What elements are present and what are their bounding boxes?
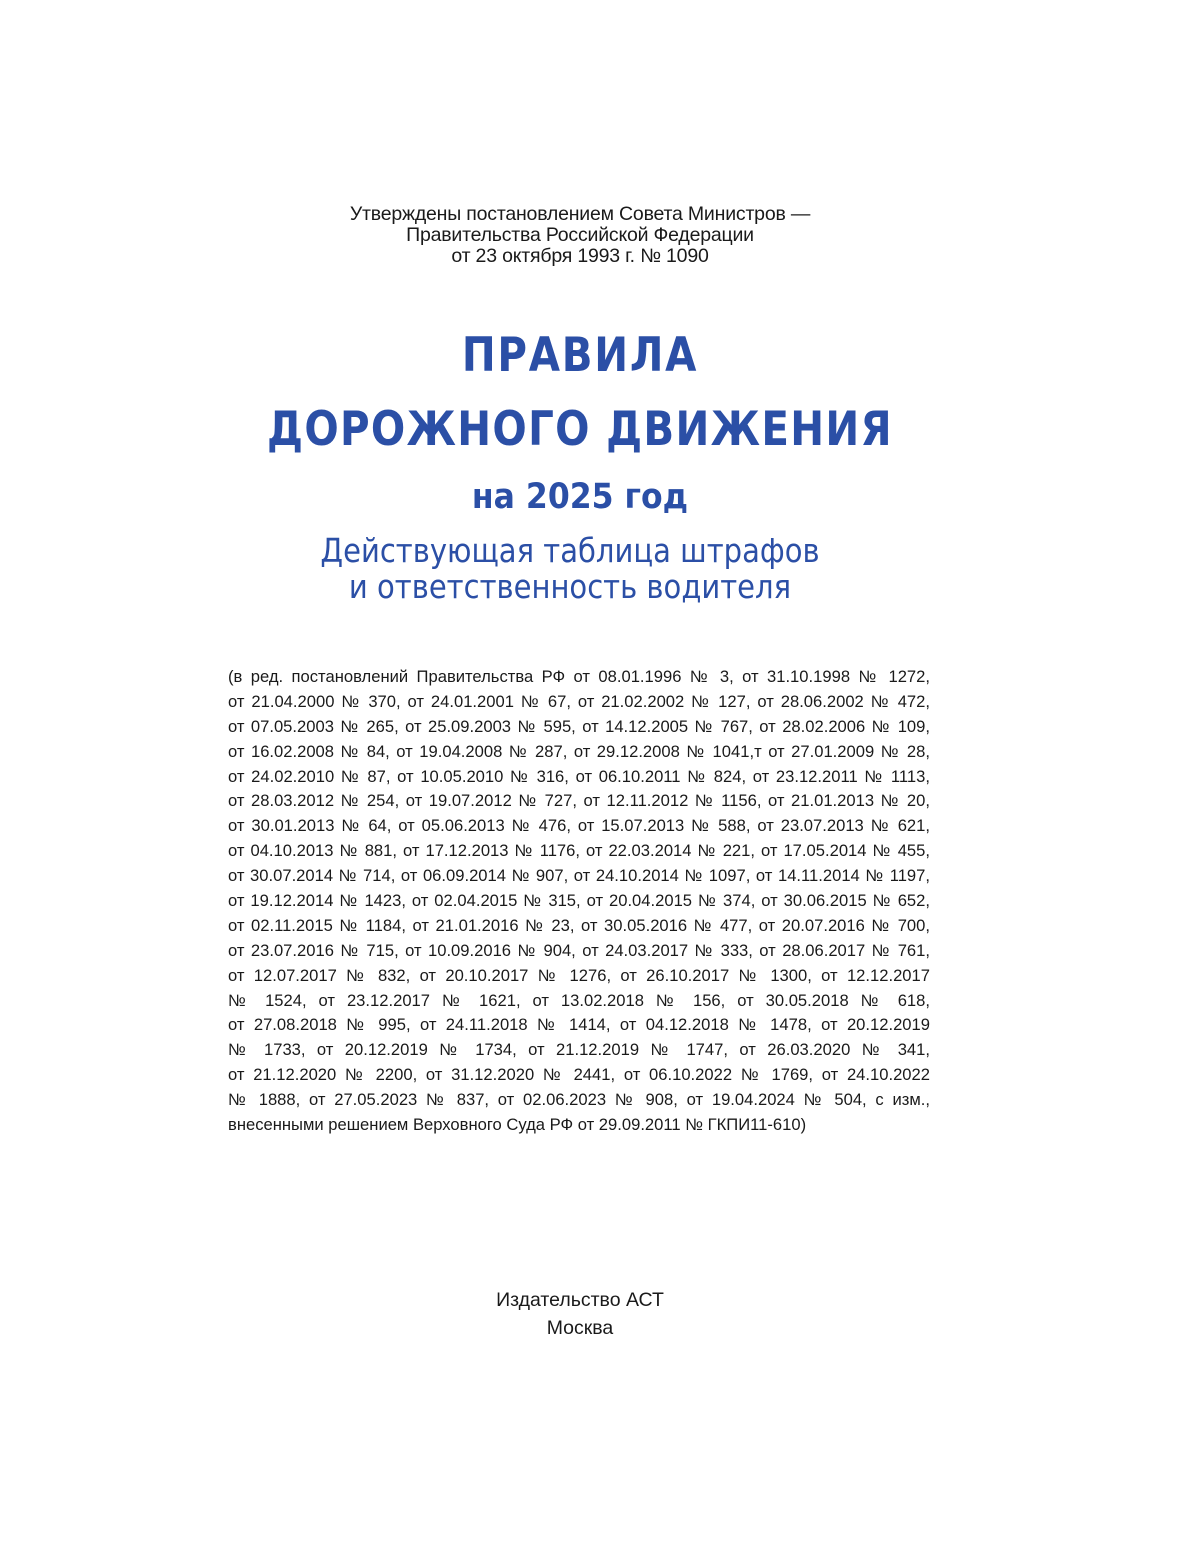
publisher-block: [0, 1286, 1160, 1342]
title-year: на 2025 год: [471, 477, 689, 517]
amendment-line: № 1524, от 23.12.2017 № 1621, от 13.02.2018 № 156, от 30.05.2018 № 618,: [228, 990, 930, 1010]
amendment-line: от 28.03.2012 № 254, от 19.07.2012 № 727, от 12.11.2012 № 1156, от 21.01.2013 № 20,: [228, 791, 930, 811]
amendment-line: от 04.10.2013 № 881, от 17.12.2013 № 1176, от 22.03.2014 № 221, от 17.05.2014 № 455,: [228, 841, 930, 861]
amendment-line: от 21.12.2020 № 2200, от 31.12.2020 № 2441, от 06.10.2022 № 1769, от 24.10.2022: [228, 1065, 930, 1085]
amendment-line: от 30.01.2013 № 64, от 05.06.2013 № 476, от 15.07.2013 № 588, от 23.07.2013 № 621,: [228, 816, 930, 836]
amendment-line: от 19.12.2014 № 1423, от 02.04.2015 № 315, от 20.04.2015 № 374, от 30.06.2015 № 652,: [228, 891, 930, 911]
amendment-line: от 12.07.2017 № 832, от 20.10.2017 № 1276, от 26.10.2017 № 1300, от 12.12.2017: [228, 965, 930, 985]
amendment-line: от 30.07.2014 № 714, от 06.09.2014 № 907, от 24.10.2014 № 1097, от 14.11.2014 № 1197,: [228, 866, 930, 886]
publisher-name: Издательство АСТ: [496, 1289, 664, 1311]
approval-line-3: от 23 октября 1993 г. № 1090: [451, 245, 709, 267]
title-line-1: ПРАВИЛА: [461, 328, 699, 383]
amendment-line: № 1733, от 20.12.2019 № 1734, от 21.12.2019 № 1747, от 26.03.2020 № 341,: [228, 1040, 930, 1060]
publisher-city: Москва: [546, 1317, 614, 1339]
amendment-line: от 23.07.2016 № 715, от 10.09.2016 № 904, от 24.03.2017 № 333, от 28.06.2017 № 761,: [228, 940, 930, 960]
approval-line-2: Правительства Российской Федерации: [406, 224, 754, 246]
amendment-line: от 16.02.2008 № 84, от 19.04.2008 № 287, от 29.12.2008 № 1041,т от 27.01.2009 № 28,: [228, 741, 930, 761]
approval-line-1: Утверждены постановлением Совета Министров —: [349, 203, 811, 225]
amendment-line: от 27.08.2018 № 995, от 24.11.2018 № 1414, от 04.12.2018 № 1478, от 20.12.2019: [228, 1015, 930, 1035]
approval-note: [0, 204, 1160, 267]
amendment-line: от 02.11.2015 № 1184, от 21.01.2016 № 23, от 30.05.2016 № 477, от 20.07.2016 № 700,: [228, 915, 930, 935]
title-line-2: ДОРОЖНОГО ДВИЖЕНИЯ: [267, 402, 893, 457]
amendment-line: внесенными решением Верховного Суда РФ от 29.09.2011 № ГКПИ11-610): [228, 1115, 807, 1135]
amendment-line: (в ред. постановлений Правительства РФ от 08.01.1996 № 3, от 31.10.1998 № 1272,: [228, 667, 930, 686]
amendment-line: от 24.02.2010 № 87, от 10.05.2010 № 316, от 06.10.2011 № 824, от 23.12.2011 № 1113,: [228, 766, 930, 786]
amendment-line: от 07.05.2003 № 265, от 25.09.2003 № 595, от 14.12.2005 № 767, от 28.02.2006 № 109,: [228, 716, 930, 736]
amendment-line: от 21.04.2000 № 370, от 24.01.2001 № 67, от 21.02.2002 № 127, от 28.06.2002 № 472,: [228, 691, 930, 711]
subtitle-line-2: и ответственность водителя: [348, 567, 792, 606]
amendments-list: [228, 665, 930, 1138]
amendment-line: № 1888, от 27.05.2023 № 837, от 02.06.2023 № 908, от 19.04.2024 № 504, с изм.,: [228, 1090, 930, 1110]
subtitle-line-1: Действующая таблица штрафов: [320, 531, 820, 570]
